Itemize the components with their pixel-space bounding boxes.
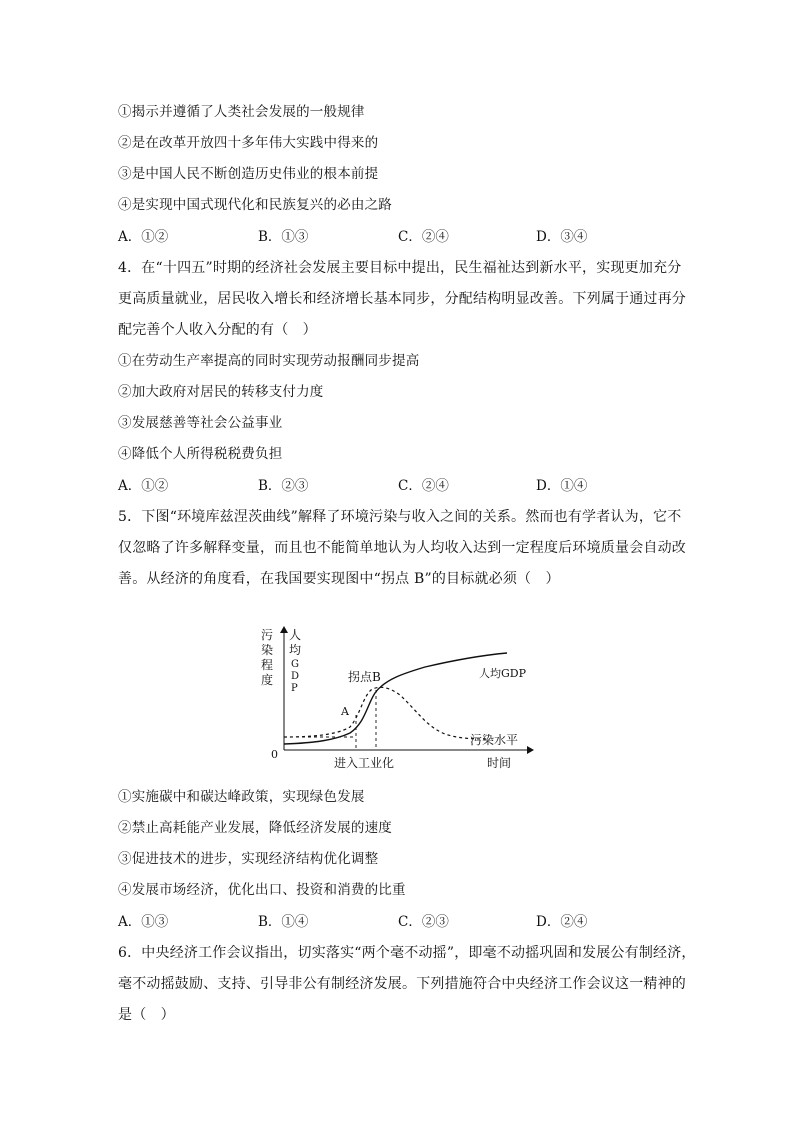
origin-label: 0 — [271, 748, 278, 761]
q4-option-a: A．①② — [118, 478, 169, 494]
q5-stem-line-2: 仅忽略了许多解释变量，而且也不能简单地认为人均收入达到一定程度后环境质量会自动改 — [118, 540, 686, 556]
y-label-left-3: 程 — [261, 658, 274, 672]
q4-item-4: ④降低个人所得税税费负担 — [118, 446, 283, 462]
q5-item-1: ①实施碳中和碳达峰政策，实现绿色发展 — [118, 789, 365, 805]
point-a-label: A — [341, 705, 349, 718]
q3-item-4: ④是实现中国式现代化和民族复兴的必由之路 — [118, 197, 392, 213]
q4-stem-line-1: 4．在“十四五”时期的经济社会发展主要目标中提出，民生福祉达到新水平，实现更加充分 — [118, 260, 682, 276]
q4-item-3: ③发展慈善等社会公益事业 — [118, 415, 283, 431]
q5-option-c: C．②③ — [398, 914, 449, 930]
q3-item-2: ②是在改革开放四十多年伟大实践中得来的 — [118, 135, 379, 151]
point-b-label: 拐点B — [348, 670, 381, 684]
q4-option-d: D．①④ — [536, 478, 588, 494]
pollution-curve-label: 污染水平 — [470, 733, 519, 747]
y-label-right-1: 人 — [289, 628, 302, 642]
q6-stem-line-1: 6．中央经济工作会议指出，切实落实“两个毫不动摇”，即毫不动摇巩固和发展公有制经济， — [118, 945, 696, 961]
q3-option-a: A．①② — [118, 229, 169, 245]
q5-item-2: ②禁止高耗能产业发展，降低经济发展的速度 — [118, 820, 392, 836]
x-label-time: 时间 — [487, 756, 512, 770]
q5-item-3: ③促进技术的进步，实现经济结构优化调整 — [118, 851, 379, 867]
y-label-left-1: 污 — [261, 628, 274, 642]
q5-item-4: ④发展市场经济，优化出口、投资和消费的比重 — [118, 882, 406, 898]
q3-item-3: ③是中国人民不断创造历史伟业的根本前提 — [118, 166, 379, 182]
y-label-right-4: D — [291, 671, 300, 682]
q5-stem-line-3: 善。从经济的角度看，在我国要实现图中“拐点 B”的目标就必须（ ） — [118, 571, 560, 587]
q3-option-c: C．②④ — [398, 229, 449, 245]
q6-stem-line-3: 是（ ） — [118, 1007, 175, 1023]
gdp-curve-label: 人均GDP — [479, 667, 527, 680]
q5-option-b: B．①④ — [258, 914, 309, 930]
q4-item-2: ②加大政府对居民的转移支付力度 — [118, 384, 324, 400]
y-label-right-2: 均 — [289, 643, 302, 657]
q5-option-a: A．①③ — [118, 914, 169, 930]
gdp-curve — [284, 653, 507, 744]
q6-stem-line-2: 毫不动摇鼓励、支持、引导非公有制经济发展。下列措施符合中央经济工作会议这一精神的 — [118, 976, 686, 992]
x-label-industrialization: 进入工业化 — [334, 756, 395, 770]
q4-option-b: B．②③ — [258, 478, 309, 494]
q3-item-1: ①揭示并遵循了人类社会发展的一般规律 — [118, 104, 365, 120]
y-label-right-5: P — [291, 683, 298, 694]
q5-stem-line-1: 5．下图“环境库兹涅茨曲线”解释了环境污染与收入之间的关系。然而也有学者认为，它不 — [118, 509, 682, 525]
q4-item-1: ①在劳动生产率提高的同时实现劳动报酬同步提高 — [118, 353, 420, 369]
pollution-curve — [284, 687, 490, 739]
q3-option-d: D．③④ — [536, 229, 588, 245]
q4-stem-line-2: 更高质量就业，居民收入增长和经济增长基本同步，分配结构明显改善。下列属于通过再分 — [118, 291, 686, 307]
y-label-left-2: 染 — [261, 643, 274, 657]
q5-option-d: D．②④ — [536, 914, 588, 930]
q4-stem-line-3: 配完善个人收入分配的有（ ） — [118, 322, 317, 338]
y-label-left-4: 度 — [261, 673, 274, 687]
q4-option-c: C．②④ — [398, 478, 449, 494]
y-label-right-3: G — [291, 659, 299, 670]
q3-option-b: B．①③ — [258, 229, 309, 245]
kuznets-curve-figure — [255, 615, 540, 775]
